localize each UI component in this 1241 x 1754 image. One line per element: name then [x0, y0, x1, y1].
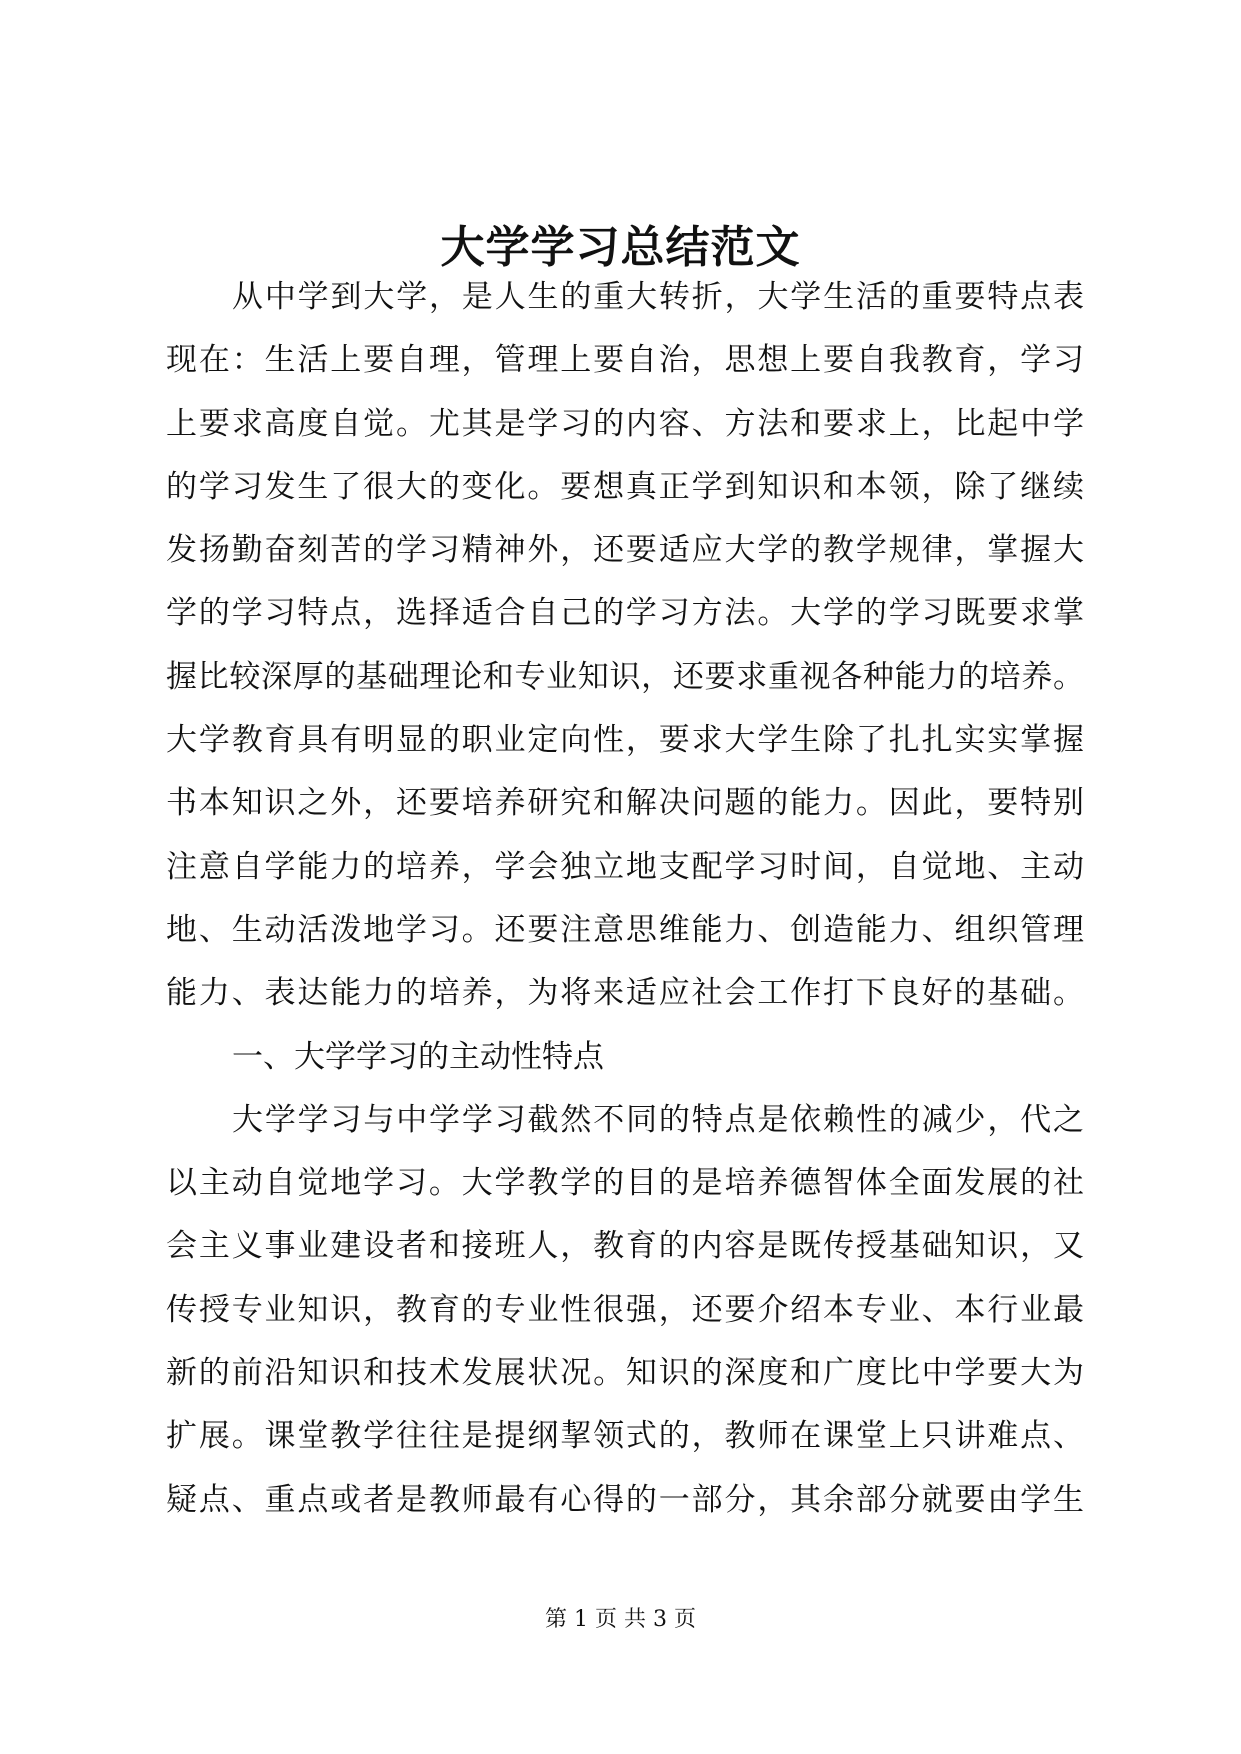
- paragraph-line: 现在：生活上要自理，管理上要自治，思想上要自我教育，学习: [166, 342, 1084, 379]
- paragraph-line: 书本知识之外，还要培养研究和解决问题的能力。因此，要特别: [166, 785, 1084, 822]
- paragraph-line: 上要求高度自觉。尤其是学习的内容、方法和要求上，比起中学: [166, 405, 1084, 442]
- paragraph-line: 学的学习特点，选择适合自己的学习方法。大学的学习既要求掌: [166, 595, 1084, 632]
- paragraph-line: 大学教育具有明显的职业定向性，要求大学生除了扎扎实实掌握: [166, 722, 1084, 759]
- paragraph-line: 注意自学能力的培养，学会独立地支配学习时间，自觉地、主动: [166, 848, 1084, 885]
- document-title: 大学学习总结范文: [440, 222, 801, 273]
- paragraph-line: 传授专业知识，教育的专业性很强，还要介绍本专业、本行业最: [166, 1291, 1084, 1328]
- paragraph-line: 大学学习与中学学习截然不同的特点是依赖性的减少，代之: [232, 1101, 1084, 1138]
- paragraph-line: 从中学到大学，是人生的重大转折，大学生活的重要特点表: [232, 279, 1084, 315]
- document-body: [166, 266, 1084, 1532]
- paragraph-line: 发扬勤奋刻苦的学习精神外，还要适应大学的教学规律，掌握大: [166, 532, 1084, 569]
- paragraph-line: 疑点、重点或者是教师最有心得的一部分，其余部分就要由学生: [166, 1481, 1084, 1518]
- section-heading: 一、大学学习的主动性特点: [232, 1038, 604, 1075]
- paragraph-line: 的学习发生了很大的变化。要想真正学到知识和本领，除了继续: [166, 468, 1084, 505]
- paragraph-line: 以主动自觉地学习。大学教学的目的是培养德智体全面发展的社: [166, 1165, 1084, 1202]
- paragraph-line: 地、生动活泼地学习。还要注意思维能力、创造能力、组织管理: [166, 911, 1084, 948]
- paragraph-line: 扩展。课堂教学往往是提纲挈领式的，教师在课堂上只讲难点、: [166, 1418, 1084, 1455]
- paragraph-line: 会主义事业建设者和接班人，教育的内容是既传授基础知识，又: [166, 1228, 1084, 1265]
- page-footer: 第 1 页 共 3 页: [545, 1607, 696, 1632]
- paragraph-line: 握比较深厚的基础理论和专业知识，还要求重视各种能力的培养。: [166, 658, 1084, 695]
- paragraph-line: 新的前沿知识和技术发展状况。知识的深度和广度比中学要大为: [166, 1355, 1084, 1392]
- paragraph-line: 能力、表达能力的培养，为将来适应社会工作打下良好的基础。: [166, 975, 1084, 1012]
